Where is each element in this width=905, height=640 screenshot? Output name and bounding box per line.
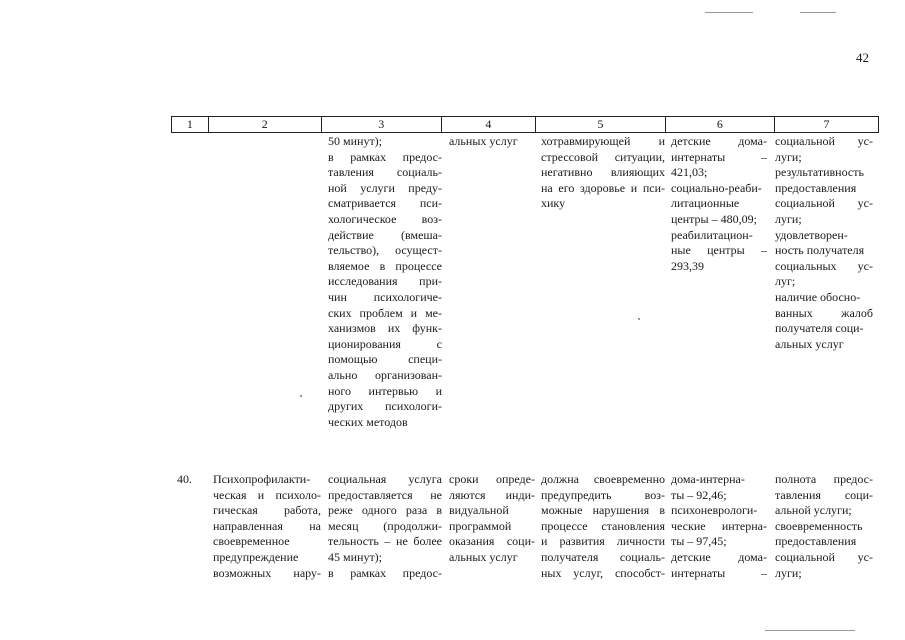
row-40-col7-text (775, 472, 873, 581)
text-line: ной услуги преду- (328, 180, 442, 195)
text-line: месяц (продолжи- (328, 518, 442, 533)
text-line: 293,39 (671, 258, 704, 273)
text-line: ческая и психоло- (213, 487, 321, 502)
text-line: луги; (775, 211, 802, 226)
text-line: ционирования с (328, 336, 442, 351)
text-line: и развития личности (541, 534, 665, 549)
row-39-col5-text (541, 134, 665, 212)
text-line: помощью специ- (328, 352, 442, 367)
row-40-col3-text (328, 472, 442, 581)
row-39-col4-text (449, 134, 535, 150)
text-line: 40. (177, 472, 192, 486)
text-line: предупредить воз- (541, 487, 665, 502)
text-line: реабилитацион- (671, 227, 753, 242)
text-line: возможных нару- (213, 565, 321, 580)
header-cell-6: 6 (666, 117, 775, 132)
text-line: социальных ус- (775, 258, 873, 273)
text-line: центры – 480,09; (671, 211, 757, 226)
text-line: ванных жалоб (775, 305, 873, 320)
scan-dot (638, 318, 640, 320)
row-40-col4-text (449, 472, 535, 566)
scan-artifact-top-2 (800, 12, 836, 13)
text-line: луги; (775, 565, 802, 580)
text-line: стрессовой ситуации, (541, 149, 665, 164)
text-line: хику (541, 196, 566, 211)
header-cell-1: 1 (172, 117, 209, 132)
text-line: наличие обосно- (775, 289, 861, 304)
text-line: тавления соци- (775, 487, 873, 502)
text-line: ально организован- (328, 367, 442, 382)
scan-artifact-bottom (765, 630, 855, 631)
text-line: альных услуг (449, 549, 518, 564)
text-line: психоневрологи- (671, 503, 758, 518)
text-line: тельность – не более (328, 534, 442, 549)
header-cell-7: 7 (823, 117, 830, 131)
text-line: ханизмов их функ- (328, 321, 442, 336)
text-line: вляемое в процессе (328, 258, 442, 273)
text-line: хологическое воз- (328, 211, 442, 226)
row-40-col2-text (213, 472, 321, 581)
text-line: альных услуг (775, 336, 844, 351)
text-line: ческие интерна- (671, 518, 767, 533)
text-line: гическая работа, (213, 503, 321, 518)
text-line: сматривается пси- (328, 196, 442, 211)
text-line: ные центры – (671, 243, 767, 258)
text-line: ляются инди- (449, 487, 535, 502)
text-line: исследования при- (328, 274, 442, 289)
text-line: оказания соци- (449, 534, 535, 549)
text-line: негативно влияющих (541, 165, 665, 180)
text-line: сроки опреде- (449, 472, 535, 486)
text-line: хотравмирующей и (541, 134, 665, 148)
text-line: действие (вмеша- (328, 227, 442, 242)
text-line: литационные (671, 196, 740, 211)
text-line: должна своевременно (541, 472, 665, 486)
header-cell-3: 3 (322, 117, 442, 132)
text-line: реже одного раза в (328, 503, 442, 518)
text-line: получателя социаль- (541, 549, 665, 564)
text-line: в рамках предос- (328, 565, 442, 580)
text-line: дома-интерна- (671, 472, 745, 486)
text-line: детские дома- (671, 134, 767, 148)
row-40-col6-text (671, 472, 767, 581)
text-line: ты – 92,46; (671, 487, 727, 502)
row-40-number (177, 472, 205, 488)
text-line: ность получателя (775, 243, 865, 258)
text-line: Психопрофилакти- (213, 472, 311, 486)
text-line: альной услуги; (775, 503, 852, 518)
text-line: 45 минут); (328, 549, 383, 564)
text-line: 421,03; (671, 165, 708, 180)
text-line: интернаты – (671, 565, 767, 580)
text-line: процессе становления (541, 518, 665, 533)
table-header-row (171, 116, 879, 133)
scan-artifact-top-1 (705, 12, 753, 13)
row-39-col7-text (775, 134, 873, 352)
text-line: альных услуг (449, 134, 518, 148)
header-cell-4: 4 (442, 117, 536, 132)
text-line: ских проблем и ме- (328, 305, 442, 320)
text-line: в рамках предос- (328, 149, 442, 164)
text-line: ческих методов (328, 414, 408, 429)
text-line: луг; (775, 274, 796, 289)
text-line: социальная услуга (328, 472, 442, 486)
text-line: социальной ус- (775, 196, 873, 211)
text-line: интернаты – (671, 149, 767, 164)
header-cell-5: 5 (536, 117, 666, 132)
text-line: социально-реаби- (671, 180, 762, 195)
text-line: видуальной (449, 503, 509, 518)
text-line: получателя соци- (775, 321, 864, 336)
text-line: своевременное (213, 534, 290, 549)
row-39-col3-text (328, 134, 442, 430)
text-line: программой (449, 518, 512, 533)
text-line: тельство), осущест- (328, 243, 442, 258)
text-line: луги; (775, 149, 802, 164)
row-39-col6-text (671, 134, 767, 274)
text-line: детские дома- (671, 549, 767, 564)
text-line: результативность (775, 165, 864, 180)
page-number: 42 (856, 50, 869, 65)
text-line: удовлетворен- (775, 227, 848, 242)
text-line: на его здоровье и пси- (541, 180, 665, 195)
text-line: предоставления (775, 534, 857, 549)
text-line: предоставляется не (328, 487, 442, 502)
text-line: социальной ус- (775, 549, 873, 564)
scan-dot (300, 395, 302, 397)
header-cell-2: 2 (209, 117, 322, 132)
text-line: ного интервью и (328, 383, 442, 398)
text-line: полнота предос- (775, 472, 873, 486)
text-line: 50 минут); (328, 134, 383, 148)
row-40-col5-text (541, 472, 665, 581)
text-line: тавления социаль- (328, 165, 442, 180)
text-line: своевременность (775, 518, 863, 533)
text-line: других психологи- (328, 399, 442, 414)
text-line: ты – 97,45; (671, 534, 727, 549)
text-line: чин психологиче- (328, 289, 442, 304)
text-line: предоставления (775, 180, 857, 195)
text-line: ных услуг, способст- (541, 565, 665, 580)
text-line: социальной ус- (775, 134, 873, 148)
text-line: предупреждение (213, 549, 299, 564)
text-line: направленная на (213, 518, 321, 533)
text-line: можные нарушения в (541, 503, 665, 518)
